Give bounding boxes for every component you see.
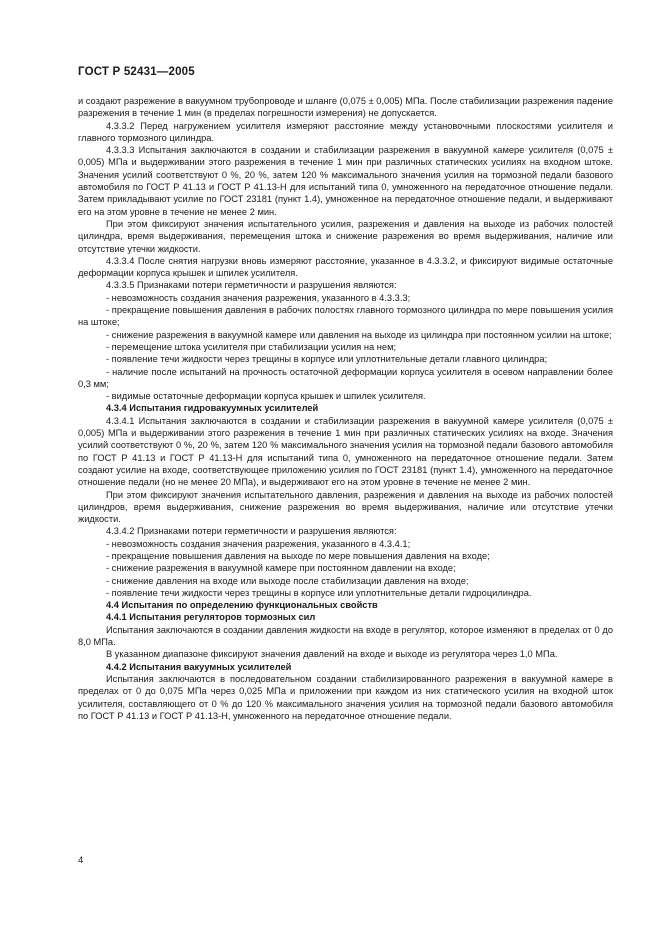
section-heading: 4.4.1 Испытания регуляторов тормозных сил	[106, 612, 316, 623]
paragraph: При этом фиксируют значения испытательного давления, разрежения и давления на выходе из рабочих полостей цилиндров, время выдерживания, снижение разрежения во время выдерживания, наличие или отсутствие утечки жидкости.	[78, 489, 613, 525]
list-item: - наличие после испытаний на прочность остаточной деформации корпуса усилителя в осевом направлении более 0,3 мм;	[78, 366, 613, 389]
paragraph: 4.3.3.4 После снятия нагрузки вновь измеряют расстояние, указанное в 4.3.3.2, и фиксируют видимые остаточные деформации корпуса крышек и шпилек усилителя.	[78, 255, 613, 279]
section-heading: 4.4 Испытания по определению функциональных свойств	[106, 600, 378, 611]
list-item: - невозможность создания значения разрежения, указанного в 4.3.3.3;	[106, 292, 411, 303]
list-item: - снижение разрежения в вакуумной камере или давления на выходе из цилиндра при постоянном усилии на штоке;	[106, 329, 612, 340]
section-heading: 4.3.4 Испытания гидровакуумных усилителей	[106, 403, 319, 414]
paragraph: 4.3.4.1 Испытания заключаются в создании и стабилизации разрежения в вакуумной камере усилителя (0,075 ± 0,005) МПа и выдерживании этого разрежения в течение 1 мин при различных статических усилиях на входе. Значения усилий соответствуют 0 %, 20 %, затем 120 % максимального значения усилия на тормозной педали базового автомобиля по ГОСТ Р 41.13 и ГОСТ Р 41.13-Н для испытаний типа 0, умноженного на передаточное отношение педали. Затем создают усилие на входе, соответствующее приложению усилия по ГОСТ 23181 (пункт 1.4), умноженного на передаточное отношение педали (но не менее 20 МПа), и выдерживают его на этом уровне в течение не менее 2 мин.	[78, 415, 613, 488]
paragraph: В указанном диапазоне фиксируют значения давлений на входе и выходе из регулятора через 1,0 МПа.	[106, 649, 558, 660]
page-number: 4	[78, 855, 84, 866]
section-heading: 4.4.2 Испытания вакуумных усилителей	[106, 661, 292, 672]
paragraph: 4.3.3.3 Испытания заключаются в создании и стабилизации разрежения в вакуумной камере усилителя (0,075 ± 0,005) МПа и выдерживании этого разрежения в течение 1 мин при различных статических усилиях на входном штоке. Значения усилий соответствуют 0 %, 20 %, затем 120 % максимального значения усилия на тормозной педали базового автомобиля по ГОСТ Р 41.13 и ГОСТ Р 41.13-Н для испытаний типа 0, умноженного на передаточное отношение педали. Затем прикладывают усилие по ГОСТ 23181 (пункт 1.4), умноженное на передаточное отношение педали, и выдерживают его на этом уровне в течение не менее 2 мин.	[78, 145, 613, 217]
list-item: - перемещение штока усилителя при стабилизации усилия на нем;	[106, 341, 397, 352]
list-item: - появление течи жидкости через трещины в корпусе или уплотнительные детали главного цилиндра;	[106, 354, 548, 365]
paragraph: Испытания заключаются в создании давления жидкости на входе в регулятор, которое изменяют в пределах от 0 до 8,0 МПа.	[78, 624, 613, 648]
list-item: - прекращение повышения давления на выходе по мере повышения давления на входе;	[106, 550, 490, 561]
list-item: - невозможность создания значения разрежения, указанного в 4.3.4.1;	[106, 538, 411, 549]
list-item: - снижение давления на входе или выходе после стабилизации давления на входе;	[106, 575, 469, 586]
paragraph: 4.3.4.2 Признаками потери герметичности и разрушения являются:	[106, 526, 397, 537]
paragraph: При этом фиксируют значения испытательного усилия, разрежения и давления на выходе из рабочих полостей цилиндра, время выдерживания, перемещения штока и снижение разрежения во время выдерживания, наличие или отсутствие утечки жидкости.	[78, 218, 613, 254]
paragraph: и создают разрежение в вакуумном трубопроводе и шланге (0,075 ± 0,005) МПа. После стабилизации разрежения падение разрежения в течение 1 мин (в пределах погрешности измерения) не допускается.	[78, 96, 613, 119]
list-item: - появление течи жидкости через трещины в корпусе или уплотнительные детали гидроцилиндра.	[106, 587, 532, 598]
paragraph: Испытания заключаются в последовательном создании стабилизированного разрежения в вакуумной камере в пределах от 0 до 0,075 МПа через 0,025 МПа и приложении при каждом из них статического усилия на входной шток усилителя, составляющего от 0 % до 120 % максимального значения усилия на тормозной педали базового автомобиля по ГОСТ Р 41.13 и ГОСТ Р 41.13-Н, умноженного на передаточное отношение педали.	[78, 673, 613, 721]
list-item: - видимые остаточные деформации корпуса крышек и шпилек усилителя.	[106, 391, 426, 402]
list-item: - прекращение повышения давления в рабочих полостях главного тормозного цилиндра по мере повышения усилия на штоке;	[78, 305, 613, 328]
paragraph: 4.3.3.2 Перед нагружением усилителя измеряют расстояние между установочными плоскостями усилителя и главного тормозного цилиндра.	[78, 120, 613, 143]
list-item: - снижение разрежения в вакуумной камере при постоянном давлении на входе;	[106, 563, 456, 574]
paragraph: 4.3.3.5 Признаками потери герметичности и разрушения являются:	[106, 280, 397, 291]
document-header: ГОСТ Р 52431—2005	[78, 66, 195, 78]
document-body	[78, 95, 613, 722]
